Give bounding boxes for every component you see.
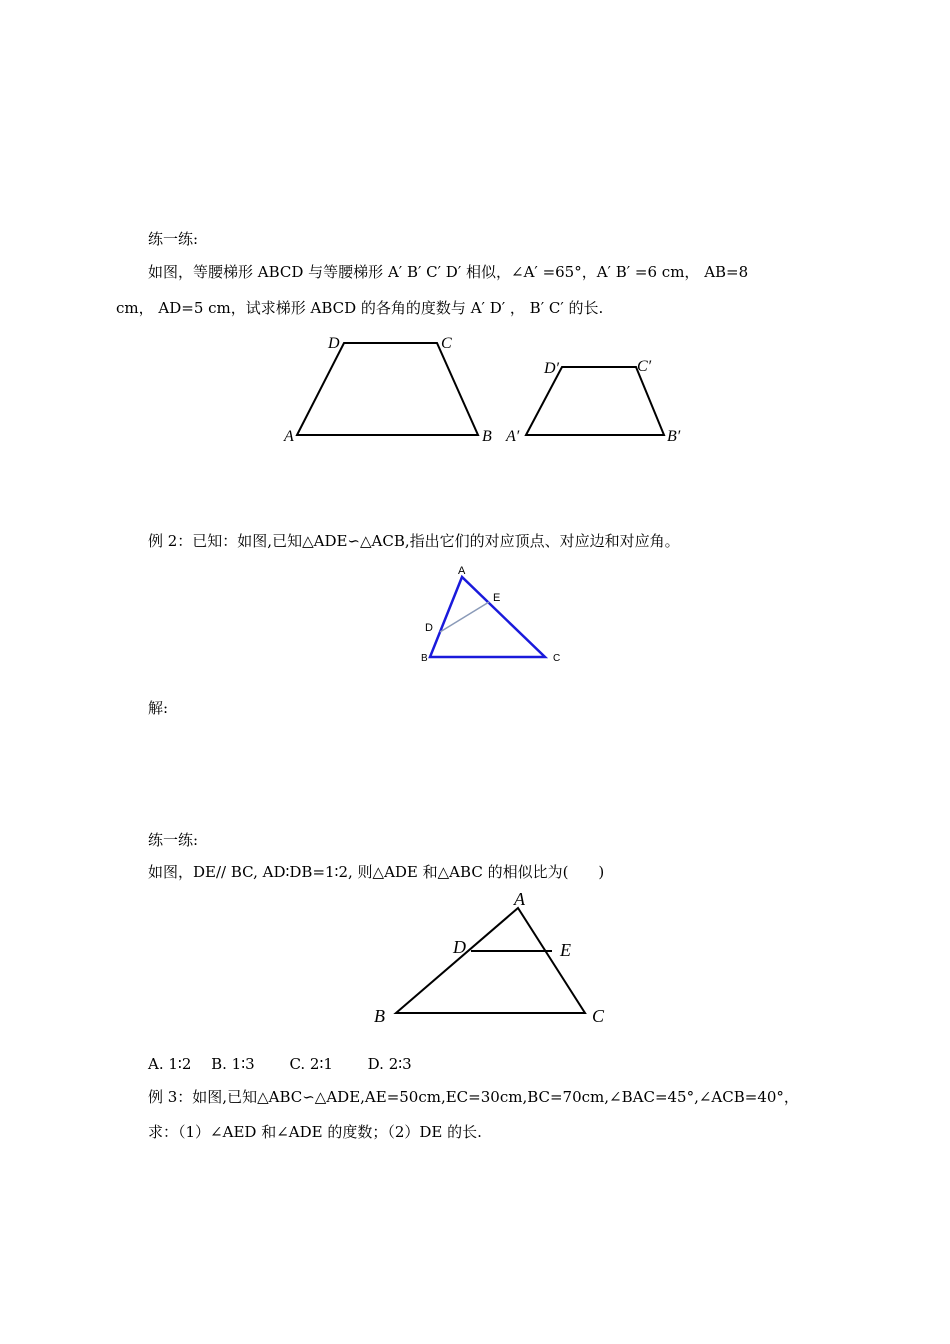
label-b: B: [374, 1006, 385, 1026]
example2-text: 例 2：已知：如图,已知△ADE∽△ACB,指出它们的对应顶点、对应边和对应角。: [148, 532, 680, 550]
label-e: E: [493, 592, 501, 604]
section1-heading: 练一练:: [148, 230, 199, 248]
label-e: E: [560, 940, 571, 960]
label-a: A: [458, 565, 466, 577]
label-c-prime: C′: [637, 358, 652, 375]
answer-options: A. 1∶2 B. 1∶3 C. 2∶1 D. 2∶3: [148, 1055, 412, 1073]
solution-label: 解:: [148, 699, 169, 717]
label-a: A: [284, 428, 294, 445]
triangle-abc: [396, 908, 585, 1013]
label-c: C: [592, 1006, 605, 1026]
label-d: D: [328, 335, 340, 352]
section2-heading: 练一练:: [148, 831, 199, 849]
example3-line2: 求：（1）∠AED 和∠ADE 的度数；（2）DE 的长.: [148, 1123, 482, 1141]
label-d-prime: D′: [544, 360, 560, 377]
label-b: B: [482, 428, 492, 445]
section1-paragraph-line2: cm， AD=5 cm，试求梯形 ABCD 的各角的度数与 A′ D′ ， B′ C′ 的长.: [116, 299, 604, 317]
example3-line1: 例 3：如图,已知△ABC∽△ADE,AE=50cm,EC=30cm,BC=70cm,∠BAC=45°,∠ACB=40°，: [148, 1088, 799, 1106]
label-c: C: [441, 335, 452, 352]
section2-question: 如图，DE// BC, AD∶DB=1∶2, 则△ADE 和△ABC 的相似比为( ): [148, 863, 605, 881]
label-d: D: [425, 622, 433, 634]
label-b-prime: B′: [667, 428, 681, 445]
label-c: C: [553, 653, 561, 664]
label-a: A: [514, 889, 525, 909]
label-a-prime: A′: [506, 428, 520, 445]
label-b: B: [421, 653, 428, 664]
label-d: D: [453, 937, 466, 957]
section1-paragraph-line1: 如图，等腰梯形 ABCD 与等腰梯形 A′ B′ C′ D′ 相似，∠A′ =65°，A′ B′ =6 cm， AB=8: [148, 263, 749, 281]
